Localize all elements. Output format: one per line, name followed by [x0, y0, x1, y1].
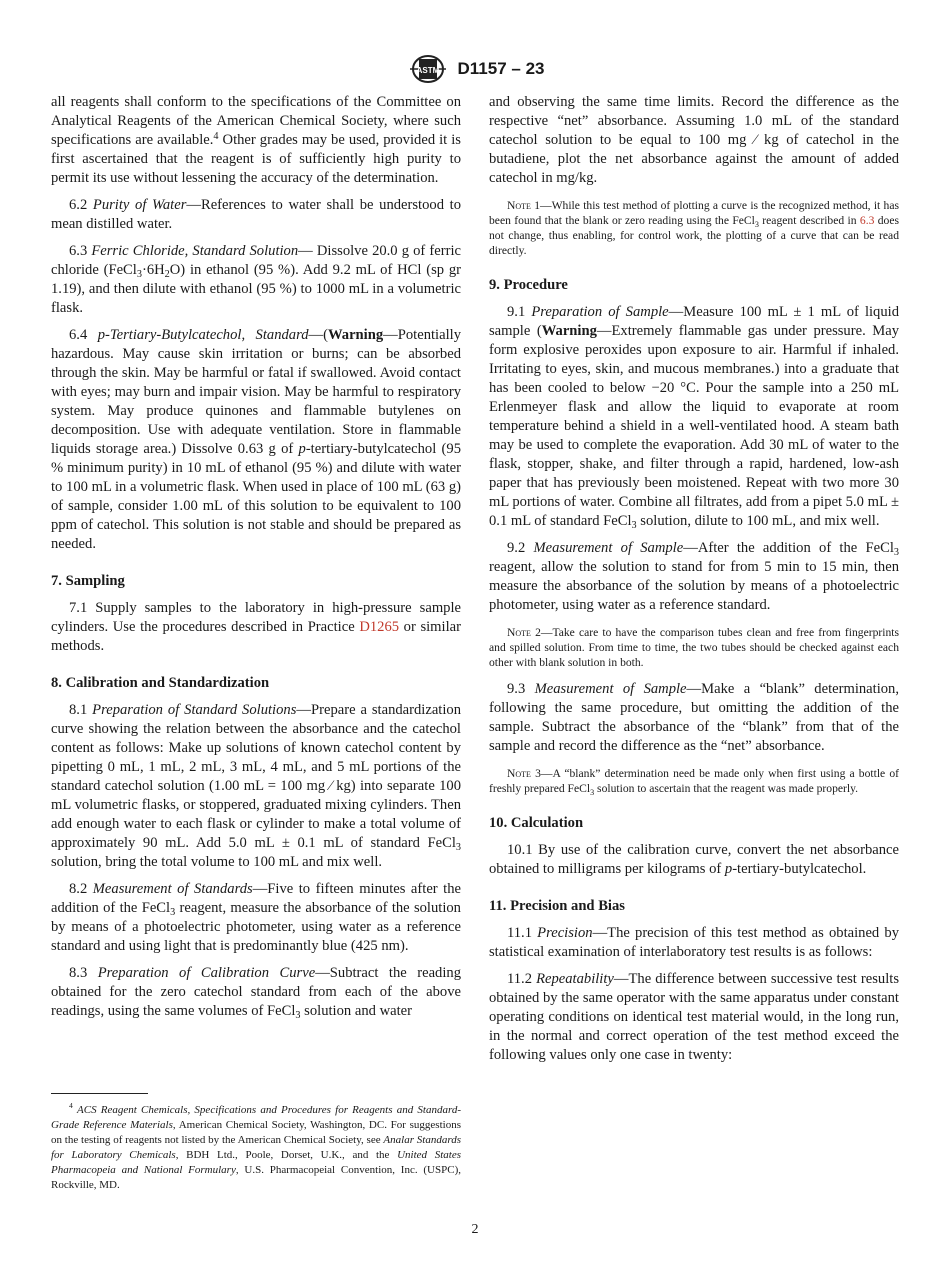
page-header	[0, 54, 950, 84]
note-2: Note 2—Take care to have the comparison tubes clean and free from fingerprints and spilled solution. From time to time, the two tubes should be checked against each other with blank solution in both.	[489, 626, 899, 669]
note-3: Note 3—A “blank” determination need be made only when first using a bottle of freshly prepared FeCl$_3$ solution to ascertain that the reagent was made properly.	[489, 767, 899, 797]
svg-text:ASTM: ASTM	[416, 66, 439, 75]
section-8-2: 8.2 Measurement of Standards—Five to fifteen minutes after the addition of the FeCl$_3$ reagent, measure the absorbance of the solution by means of a photoelectric photometer, using water as a reference standard and using light that is predominantly blue (425 nm).	[51, 881, 461, 954]
footnote-4: $^4$ ACS Reagent Chemicals, Specifications and Procedures for Reagents and Standard-Grade Reference Materials, American Chemical Society, Washington, DC. For suggestions on the testing of reagents not listed by the American Chemical Society, see Analar Standards for Laboratory Chemicals, BDH Ltd., Poole, Dorset, U.K., and the United States Pharmacopeia and National Formulary, U.S. Pharmacopeial Convention, Inc. (USPC), Rockville, MD.	[51, 1101, 461, 1191]
section-6-4: 6.4 p-Tertiary-Butylcatechol, Standard—(Warning—Potentially hazardous. May cause skin irritation or burns; can be absorbed through the skin. May be harmful or fatal if swallowed. Avoid contact with eyes; may burn and impair vision. May be harmful to respiratory system. May produce quinones and flammable butylenes on decomposition. Use with adequate ventilation. Store in flammable liquids storage area.) Dissolve 0.63 g of p-tertiary-butylcatechol (95 % minimum purity) in 10 mL of ethanol (95 %) and dilute with water to 100 mL in a volumetric flask. When used in place of 100 mL (63 g) of sample, consider 1.00 mL of this solution to be equivalent to 100 ppm of catechol. This solution is not stable and should be prepared as needed.	[51, 327, 461, 552]
heading-sampling: 7. Sampling	[51, 573, 125, 589]
heading-calculation: 10. Calculation	[489, 815, 584, 831]
section-8-3: 8.3 Preparation of Calibration Curve—Subtract the reading obtained for the zero catechol standard from each of the above readings, using the same volumes of FeCl$_3$ solution and water	[51, 965, 461, 1021]
heading-precision-bias: 11. Precision and Bias	[489, 898, 625, 914]
section-11-2: 11.2 Repeatability—The difference between successive test results obtained by the same operator with the same apparatus under constant operating conditions on identical test material would, in the long run, in the normal and correct operation of the test method exceed the following values only one case in twenty:	[489, 971, 899, 1063]
section-11-1: 11.1 Precision—The precision of this test method as obtained by statistical examination of interlaboratory test results is as follows:	[489, 925, 899, 960]
link-6-3[interactable]: 6.3	[859, 214, 875, 227]
link-d1265[interactable]: D1265	[359, 619, 400, 635]
section-8-1: 8.1 Preparation of Standard Solutions—Prepare a standardization curve showing the relation between the absorbance and the catechol content as follows: Make up solutions of known catechol content by pipetting 0 mL, 1 mL, 2 mL, 3 mL, 4 mL, and 5 mL portions of the standard catechol solution (1.00 mL = 100 mg ⁄ kg) into separate 100 mL volumetric flasks, or stoppered, graduated mixing cylinders. Then add enough water to each flask or cylinder to make a total volume of approximately 90 mL. Add 5.0 mL ± 0.1 mL of standard FeCl$_3$ solution, bring the total volume to 100 mL and mix well.	[51, 702, 462, 870]
note-1: Note 1—While this test method of plotting a curve is the recognized method, it has been found that the blank or zero reading using the FeCl$_3$ reagent described in 6.3 does not change, thus enabling, for control work, the plotting of a curve that can be read directly.	[489, 199, 899, 257]
section-6-2: 6.2 Purity of Water—References to water shall be understood to mean distilled water.	[51, 197, 462, 232]
astm-logo-icon	[406, 54, 450, 84]
paragraph-reagents-continued: all reagents shall conform to the specifications of the Committee on Analytical Reagents of the American Chemical Society, where such specifications are available.$^4$ Other grades may be used, provided it is first ascertained that the reagent is of sufficiently high purity to permit its use without lessening the accuracy of the determination.	[51, 94, 461, 186]
heading-calibration: 8. Calibration and Standardization	[51, 675, 270, 691]
paragraph-calibration-continued: and observing the same time limits. Record the difference as the respective “net” absorbance. Assuming 1.0 mL of the standard catechol solution to be equal to 100 mg ⁄ kg of catechol in the butadiene, plot the net absorbance against the amount of added catechol in mg/kg.	[489, 94, 899, 186]
section-9-3: 9.3 Measurement of Sample—Make a “blank” determination, following the same procedure, but omitting the addition of the sample. Subtract the absorbance of the “blank” from that of the sample and record the difference as the “net” absorbance.	[489, 681, 899, 754]
standard-designation: D1157 – 23	[457, 59, 545, 78]
section-7-1: 7.1 Supply samples to the laboratory in high-pressure sample cylinders. Use the procedures described in Practice D1265 or similar methods.	[51, 600, 461, 654]
section-6-3: 6.3 Ferric Chloride, Standard Solution— Dissolve 20.0 g of ferric chloride $(FeCl_3\cdot 6H_2O)$ in ethanol (95 %). Add 9.2 mL of HCl (sp gr 1.19), and then dilute with ethanol (95 %) to 1000 mL in a volumetric flask.	[51, 243, 461, 316]
left-column	[51, 93, 461, 1029]
section-9-1: 9.1 Preparation of Sample—Measure 100 mL ± 1 mL of liquid sample (Warning—Extremely flammable gas under pressure. May form explosive peroxides upon exposure to air. Harmful if inhaled. Irritating to eyes, skin, and mucous membranes.) into a graduate that has been cooled to below −20 °C. Pour the sample into a 250 mL Erlenmeyer flask and allow the liquid to evaporate at room temperature behind a shield in a well-ventilated hood. A steam bath may be used to complete the evaporation. Add 30 mL of water to the flask, stopper, shake, and filter through a rapid, hardened, low-ash paper that has previously been moistened. Repeat with two more 30 mL portions of water. Combine all filtrates, add from a pipet 5.0 mL ± 0.1 mL of standard FeCl$_3$ solution, dilute to 100 mL, and mix well.	[489, 304, 900, 531]
right-column	[489, 93, 899, 1073]
footnote-ref: 4	[213, 131, 219, 142]
heading-procedure: 9. Procedure	[489, 277, 568, 293]
footnote-divider	[51, 1093, 148, 1094]
section-9-2: 9.2 Measurement of Sample—After the addition of the FeCl$_3$ reagent, allow the solution to stand for from 5 min to 15 min, then measure the absorbance of the solution by means of a photoelectric photometer, using water as a reference standard.	[489, 540, 899, 613]
section-10-1: 10.1 By use of the calibration curve, convert the net absorbance obtained to milligrams per kilograms of p-tertiary-butylcatechol.	[489, 842, 899, 877]
page-number: 2	[471, 1222, 479, 1237]
